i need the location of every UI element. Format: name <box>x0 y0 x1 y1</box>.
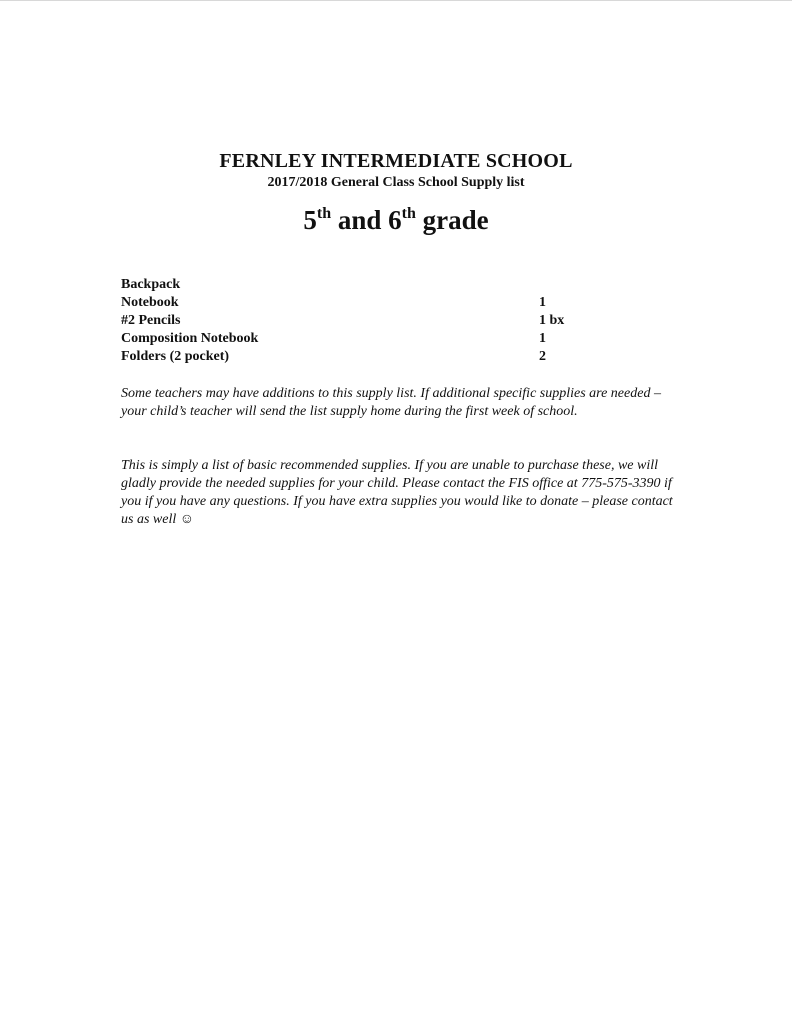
supply-row <box>121 276 601 294</box>
supply-row <box>121 312 601 330</box>
school-name: FERNLEY INTERMEDIATE SCHOOL <box>219 150 573 172</box>
supply-list <box>121 276 601 366</box>
supply-item: #2 Pencils <box>121 313 181 328</box>
grade-number-second: 6 <box>388 205 402 235</box>
grade-connector: and <box>331 205 389 235</box>
supply-item: Composition Notebook <box>121 331 259 346</box>
supply-row <box>121 348 601 366</box>
supply-item: Folders (2 pocket) <box>121 349 230 364</box>
grade-heading <box>0 205 792 236</box>
supply-quantity: 2 <box>539 349 546 364</box>
supply-list-subtitle: 2017/2018 General Class School Supply list <box>267 175 525 190</box>
supply-quantity: 1 <box>539 331 546 346</box>
supply-row <box>121 294 601 312</box>
supply-row <box>121 330 601 348</box>
basic-supplies-note: This is simply a list of basic recommended supplies. If you are unable to purchase these, we will gladly provide the needed supplies for your child. Please contact the FIS office at 775-575-3390 if you if you have any questions. If you have extra supplies you would like to donate – please contact us as well ☺ <box>121 458 673 527</box>
grade-suffix-second: th <box>401 205 416 222</box>
additions-note: Some teachers may have additions to this supply list. If additional specific supplies are needed –your child’s teacher will send the list supply home during the first week of school. <box>121 386 661 419</box>
supply-quantity: 1 bx <box>539 313 565 328</box>
supply-item: Notebook <box>121 295 179 310</box>
grade-number-first: 5 <box>303 205 317 235</box>
grade-word: grade <box>415 205 489 235</box>
supply-item: Backpack <box>121 277 181 292</box>
grade-suffix-first: th <box>316 205 332 222</box>
scan-edge-line <box>0 0 792 1</box>
supply-quantity: 1 <box>539 295 546 310</box>
